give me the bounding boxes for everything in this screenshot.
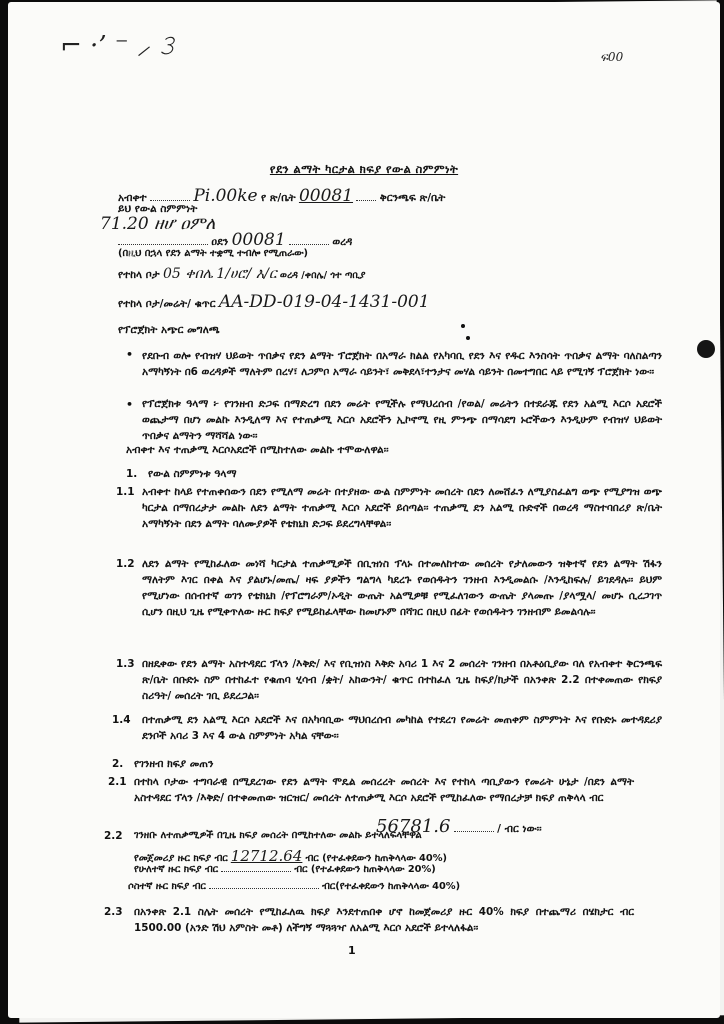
page-number: 1 — [348, 944, 356, 957]
clause-number: 1.2 — [116, 558, 135, 570]
amount-line: ዐደን 00081 ወረዳ — [118, 230, 352, 250]
clause-number: 2.1 — [108, 776, 127, 788]
clause-text: ለደን ልማት የሚከፈለው መነሻ ካርታል ተጠቃሚዎች በቢዝነስ ፕላኑ በተመለከተው መሰረት የታለመውን ዝቅተኛ የደን ልማት ሽፋን ማለትም እገር በቀል እና ያልሆኑ/መጤ/ ዛፍ ያዎችን ግልግላ ካደረጉ የወሰዱትን ገንዘብ እንዲመልሱ /እንዲከፍሉ/ ይገደዳሉ፡፡ ይህም የሚሆነው በሰብተኛ ወገን የቴክኒክ /የፕሮግራም/ኦዲት ውጤት አልሚዎቹ የሚፈለገውን ውጤት ያላመጡ /ያላሟላ/ መሆኑ ሲረጋገጥ ሲሆን በዚህ ጊዜ የሚቀጥለው ዙር ክፍያ የሚይከፈላቸው ከመሆኑም በሻገር በዚህ በፊት የወሰዱትን ገንዘብም ይመልሳሉ፡፡ — [142, 558, 662, 618]
project-label: የፕሮጀክት አጭር መግለጫ — [118, 324, 220, 336]
payment-row: የመጀመሪያ ዙር ክፍያ ብር 12712.64 ብር (የተፈቀደውን ከጠቅላላው 40%) — [134, 847, 447, 865]
section-number: 2. — [112, 758, 124, 770]
corner-scribble: ⌐ ·’ ⁻ ⸝ 𝟹 — [60, 31, 175, 61]
clause-number: 1.4 — [112, 714, 131, 726]
area-line: የተከላ ቦታ 05 ቀበሌ 1/ሀሮ/ እ/ር ወረዳ /ቀበሌ/ ጎተ ጣቢያ — [118, 266, 366, 282]
clause-text: በተከላ ቦታው ተግባራዊ በሚደረገው የደን ልማት ሞዴል መሰረረት መሰረት እና የተከላ ጣቢያውን የመሬት ሁኔታ /በደን ልማት አስተዳደር ፕላን /እቅድ/ በተቀመጠው ዝርዝር/ መሰረት ለተጠቃሚ እርሶ አደሮች የሚከፈለው የማበረታቻ ክፍያ ጠቅላላ ብር — [134, 776, 634, 804]
note-line: (በዚህ በኋላ የደን ልማት ተቋሚ ተብሎ የሚጠራው) — [118, 248, 308, 259]
clause-number: 2.3 — [104, 906, 123, 918]
clause-number: 1.1 — [116, 486, 135, 498]
payment-row: ሶስተኛ ዙር ክፍያ ብር ብር(የተፈቀደውን ከጠቅላላው 40%) — [128, 881, 461, 892]
document-page — [8, 2, 720, 1018]
clause-text: አብቀተ ከላይ የተጠቀሰውን በደን የሚለማ መሬት በተያዘው ውል ስምምነት መሰረት በደን ለመሸፈን ለሚያስፈልግ ወጭ የሚያግዝ ወጭ ካርታል በማበረታታ መልኩ ለደን ልማት ተጠቃሚ እርሶ አደሮች ይሰጣል፡፡ ተጠቃሚ ደን አልሚ ቡድኖች በወረዳ ማስተባበሪያ ጽ/ቤት አማካኝነት በደን ልማት ባለሙያዎች የቴክኒክ ድጋፍ ይደረግላቸዋል፡፡ — [142, 486, 662, 530]
clause-text: በተጠቃሚ ደን አልሚ እርሶ አደሮች እና በአካባቢው ማህበረሰብ መካከል የተደረገ የመሬት መጠቀም ስምምነት እና የቡድኑ መተዳደሪያ ደንቦች አባሪ 3 እና 4 ውል ስምምነት አካል ናቸው፡፡ — [142, 714, 662, 742]
ink-dot — [466, 336, 470, 340]
ink-dot — [461, 324, 465, 328]
corner-mark: ፍ00 — [600, 50, 624, 64]
bullet-paragraph: የፕሮጀክቱ ዓላማ ፦ የገንዘብ ድጋፍ በማድረግ በደን መሬት የሚችሉ የማህረሰብ /የወል/ መሬትን በተደራጁ የደን አልሚ እርሶ አደሮች ወጨታማ በሆነ መልኩ እንዲለማ እና የተጠቃሚ እርሶ አደሮችን ኢኮኖሚ የዚ ምንጭ በማሳደግ ኑሮችውን እንዲሁም የብዝሃ ህይወት ጥበቃና ልማትን ማሻሻል ነው፡፡ — [142, 398, 662, 442]
punch-hole — [697, 340, 715, 358]
clause-number: 1.3 — [116, 658, 135, 670]
payment-row: የሁለተኛ ዙር ክፍያ ብር ብር (የተፈቀደውን ከጠቅላላው 20%) — [134, 864, 436, 875]
sub-label: ይህ የውል ስምምነት — [118, 203, 198, 215]
bullet-icon: • — [126, 398, 134, 411]
clause-amount-line: 56781.6 / ብር ነው፡፡ — [376, 816, 542, 837]
party-line: አብቀተ Pi.00ke የ ጽ/ቤት 00081 ቅርንጫፍ ጽ/ቤት — [118, 186, 446, 206]
page-title: የደን ልማት ካርታል ክፍያ የውል ስምምነት — [269, 162, 459, 176]
code-line: የተከላ ቦታ/መሬት/ ቁጥር AA-DD-019-04-1431-001 — [118, 292, 430, 312]
clause-text: በዘዴቀው የደን ልማት አስተዳደር ፕላን /እቅድ/ እና የቢዝነስ እቅድ አባሪ 1 እና 2 መሰረት ገንዘብ በአቶዕቢያው ባለ የአብቀተ ቅርንጫፍ ጽ/ቤት በቡድኑ ስም በተከፈተ የቁጠባ ሂሳብ /ቋት/ አከውንት/ ቁጥር በተከፈለ ጊዜ ከፍያ/ክታች በአንቀጽ 2.2 በተቀመጠው የክፍያ ስሪዓት/ መሰረት ገቢ ይደረጋል፡፡ — [142, 658, 662, 702]
intro-line: አብቀተ እና ተጠቃሚ እርሶአደሮች በሚከተለው መልኩ ተሞውለዋል፡፡ — [126, 444, 389, 456]
clause-number: 2.2 — [104, 830, 123, 842]
bullet-icon: • — [126, 348, 134, 361]
bullet-paragraph: የደቡብ ወሎ የብዝሃ ህይወት ጥበቃና የደን ልማት ፕሮጀክት በአማራ ክልል የአካባቢ የደን እና የዱር እንስሳት ጥበቃና ልማት ባለስልጣን አማካኝነት በ6 ወረዳዎች ማለትም በረሃ፣ ለጋምቦ አማራ ሳይንት፣ መቅደላ፣ተንታና መሃል ሳይንት በመተግበር ላይ የሚገኝ ፕሮጀክት ነው፡፡ — [142, 350, 662, 378]
date-line: 71.20 ዘሆ ዐምለ — [100, 214, 216, 234]
section-number: 1. — [126, 468, 138, 480]
clause-text: በአንቀጽ 2.1 ስሌት መሰረት የሚከፈለዉ ክፍያ እንደተጠበቀ ሆኖ ከመጀመሪያ ዙር 40% ክፍያ በተጨማሪ በሄክታር ብር 1500.00 (አንድ ሽህ አምስት መቶ) ለችግኝ ማጓጓዣ ለአልሚ እርሶ አደሮች ይተላለፋል፡፡ — [134, 906, 634, 934]
section-heading: የገንዘብ ክፍያ መጠን — [134, 758, 214, 770]
payment-lead: ገንዘቡ ለተጠቃሚዎች በጊዜ ክፍያ መሰረት በሚከተለው መልኩ ይተላለፍላቸዋል — [134, 830, 422, 841]
section-heading: የውል ስምምነቱ ዓላማ — [148, 468, 237, 480]
